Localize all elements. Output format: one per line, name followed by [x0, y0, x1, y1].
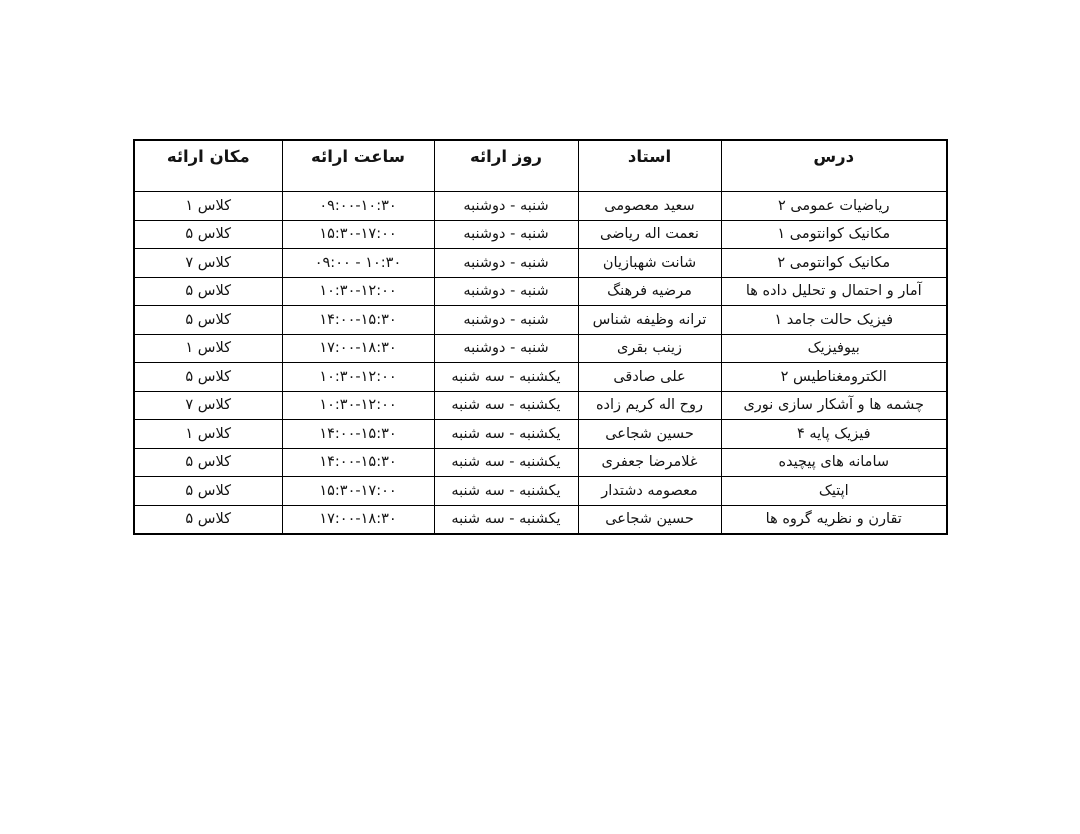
- cell-course: آمار و احتمال و تحلیل داده ها: [721, 277, 947, 306]
- cell-location: کلاس ۱: [134, 420, 282, 449]
- header-location: مکان ارائه: [134, 140, 282, 192]
- cell-course: ریاضیات عمومی ۲: [721, 192, 947, 221]
- cell-course: مکانیک کوانتومی ۲: [721, 249, 947, 278]
- header-course: درس: [721, 140, 947, 192]
- cell-professor: معصومه دشتدار: [578, 477, 721, 506]
- cell-time: ۱۰:۳۰-۱۲:۰۰: [282, 277, 434, 306]
- cell-course: چشمه ها و آشکار سازی نوری: [721, 391, 947, 420]
- cell-time: ۱۷:۰۰-۱۸:۳۰: [282, 334, 434, 363]
- table-row: [134, 505, 947, 534]
- cell-location: کلاس ۵: [134, 220, 282, 249]
- cell-time: ۱۰:۳۰-۱۲:۰۰: [282, 391, 434, 420]
- cell-course: الکترومغناطیس ۲: [721, 363, 947, 392]
- cell-professor: مرضیه فرهنگ: [578, 277, 721, 306]
- table-row: [134, 192, 947, 221]
- cell-day: یکشنبه - سه شنبه: [434, 363, 578, 392]
- cell-professor: شانت شهبازیان: [578, 249, 721, 278]
- cell-professor: نعمت اله ریاضی: [578, 220, 721, 249]
- cell-day: شنبه - دوشنبه: [434, 192, 578, 221]
- cell-professor: حسین شجاعی: [578, 420, 721, 449]
- cell-professor: علی صادقی: [578, 363, 721, 392]
- cell-time: ۱۰:۳۰-۱۲:۰۰: [282, 363, 434, 392]
- cell-professor: حسین شجاعی: [578, 505, 721, 534]
- cell-professor: غلامرضا جعفری: [578, 448, 721, 477]
- cell-day: یکشنبه - سه شنبه: [434, 391, 578, 420]
- cell-time: ۱۵:۳۰-۱۷:۰۰: [282, 220, 434, 249]
- table-row: [134, 220, 947, 249]
- cell-professor: زینب بقری: [578, 334, 721, 363]
- cell-location: کلاس ۱: [134, 192, 282, 221]
- cell-day: یکشنبه - سه شنبه: [434, 477, 578, 506]
- cell-location: کلاس ۷: [134, 249, 282, 278]
- cell-day: شنبه - دوشنبه: [434, 220, 578, 249]
- header-day: روز ارائه: [434, 140, 578, 192]
- cell-course: مکانیک کوانتومی ۱: [721, 220, 947, 249]
- table-row: [134, 277, 947, 306]
- cell-day: شنبه - دوشنبه: [434, 306, 578, 335]
- cell-course: تقارن و نظریه گروه ها: [721, 505, 947, 534]
- cell-professor: روح اله کریم زاده: [578, 391, 721, 420]
- cell-time: ۱۴:۰۰-۱۵:۳۰: [282, 448, 434, 477]
- cell-day: یکشنبه - سه شنبه: [434, 505, 578, 534]
- cell-professor: ترانه وظیفه شناس: [578, 306, 721, 335]
- cell-location: کلاس ۱: [134, 334, 282, 363]
- header-time: ساعت ارائه: [282, 140, 434, 192]
- table-row: [134, 448, 947, 477]
- cell-time: ۰۹:۰۰ - ۱۰:۳۰: [282, 249, 434, 278]
- table-row: [134, 420, 947, 449]
- header-professor: استاد: [578, 140, 721, 192]
- table-row: [134, 306, 947, 335]
- cell-location: کلاس ۵: [134, 477, 282, 506]
- cell-course: بیوفیزیک: [721, 334, 947, 363]
- table-row: [134, 249, 947, 278]
- cell-day: یکشنبه - سه شنبه: [434, 448, 578, 477]
- cell-location: کلاس ۷: [134, 391, 282, 420]
- cell-time: ۱۴:۰۰-۱۵:۳۰: [282, 306, 434, 335]
- cell-course: اپتیک: [721, 477, 947, 506]
- course-schedule-table: [133, 139, 948, 535]
- table-row: [134, 334, 947, 363]
- header-row: [134, 140, 947, 192]
- table-row: [134, 363, 947, 392]
- cell-time: ۱۴:۰۰-۱۵:۳۰: [282, 420, 434, 449]
- cell-location: کلاس ۵: [134, 306, 282, 335]
- cell-professor: سعید معصومی: [578, 192, 721, 221]
- cell-location: کلاس ۵: [134, 277, 282, 306]
- cell-day: شنبه - دوشنبه: [434, 277, 578, 306]
- table-row: [134, 391, 947, 420]
- cell-location: کلاس ۵: [134, 505, 282, 534]
- cell-time: ۱۷:۰۰-۱۸:۳۰: [282, 505, 434, 534]
- cell-time: ۱۵:۳۰-۱۷:۰۰: [282, 477, 434, 506]
- table-row: [134, 477, 947, 506]
- cell-time: ۰۹:۰۰-۱۰:۳۰: [282, 192, 434, 221]
- cell-location: کلاس ۵: [134, 448, 282, 477]
- cell-course: سامانه های پیچیده: [721, 448, 947, 477]
- cell-day: شنبه - دوشنبه: [434, 334, 578, 363]
- cell-day: یکشنبه - سه شنبه: [434, 420, 578, 449]
- cell-location: کلاس ۵: [134, 363, 282, 392]
- cell-course: فیزیک حالت جامد ۱: [721, 306, 947, 335]
- cell-day: شنبه - دوشنبه: [434, 249, 578, 278]
- cell-course: فیزیک پایه ۴: [721, 420, 947, 449]
